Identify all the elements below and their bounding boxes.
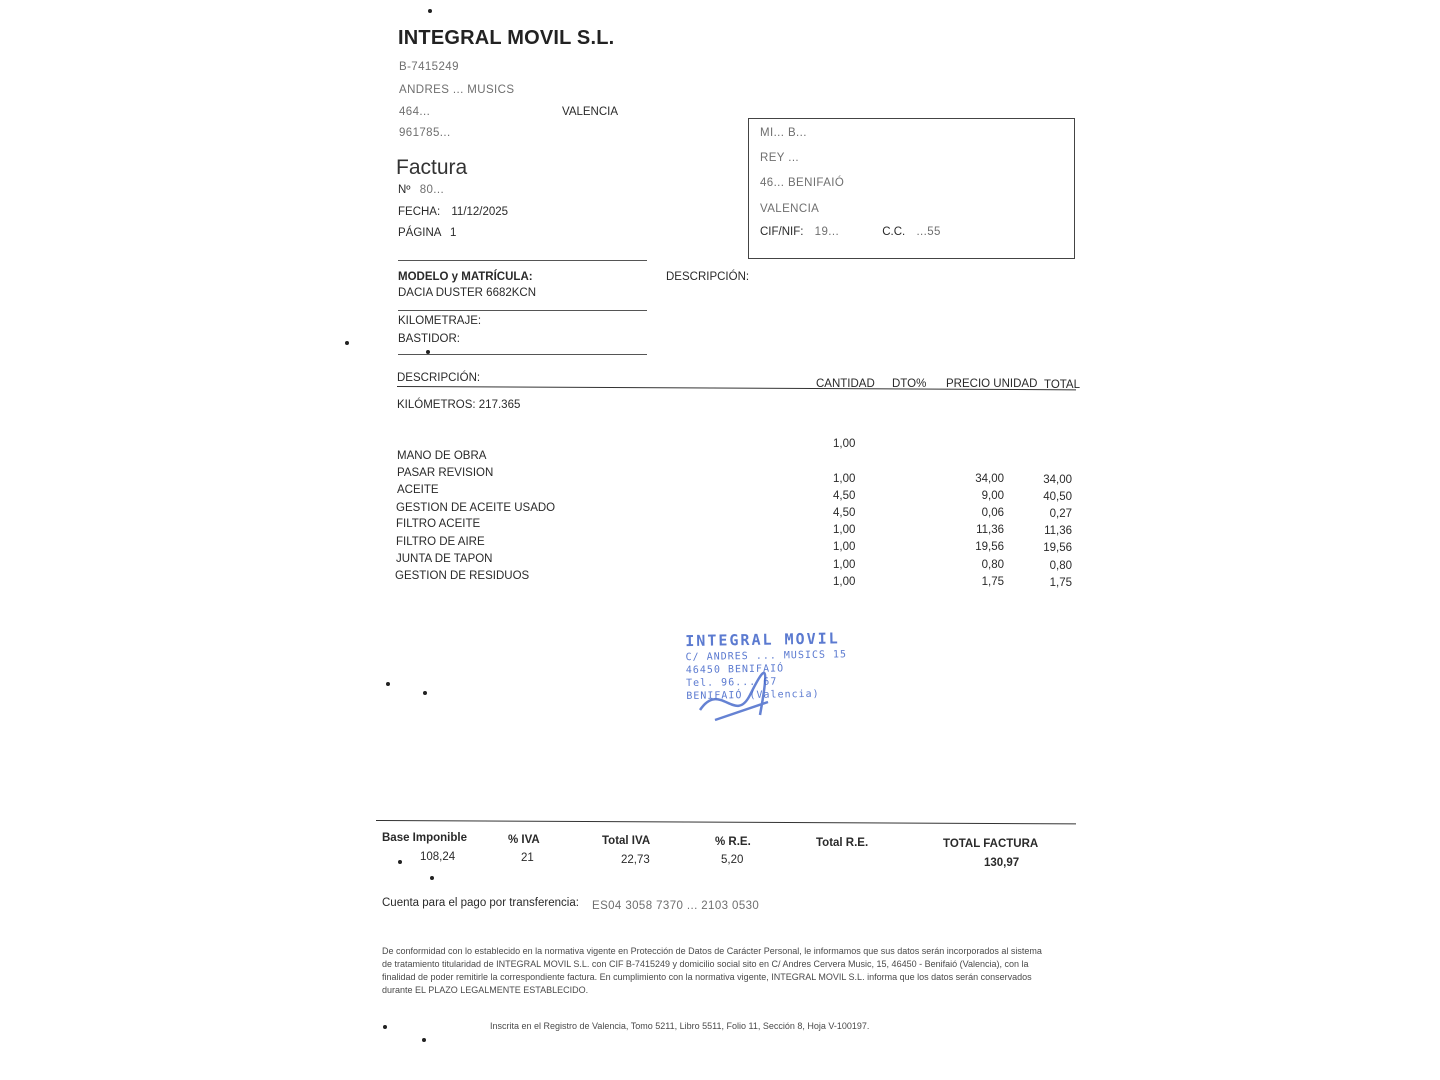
client-cif-row <box>760 226 941 238</box>
scan-speck <box>398 860 402 864</box>
issuer-cif: B-7415249 <box>399 61 459 73</box>
stamp-line: 46450 BENIFAIÓ <box>685 663 785 677</box>
issuer-postal: 464... <box>399 106 431 118</box>
line-item-description: GESTION DE RESIDUOS <box>395 570 530 582</box>
line-item-quantity: 4,50 <box>833 507 856 519</box>
client-address: REY ... <box>760 152 800 164</box>
invoice-title: Factura <box>396 156 468 179</box>
invoice-number-label: Nº <box>398 184 411 196</box>
iva-value: 21 <box>521 852 534 864</box>
line-item-total: 40,50 <box>1043 491 1072 503</box>
line-item-price: 9,00 <box>981 490 1004 502</box>
line-item-quantity: 1,00 <box>833 541 856 553</box>
base-label: Base Imponible <box>382 832 467 844</box>
scan-speck <box>345 341 349 345</box>
issuer-street: ANDRES ... MUSICS <box>399 84 515 96</box>
client-city: VALENCIA <box>760 203 820 215</box>
line-item-quantity: 1,00 <box>833 524 856 536</box>
re-value: 5,20 <box>721 854 744 866</box>
client-name: MI... B... <box>760 127 807 139</box>
client-cif-label: CIF/NIF: <box>760 226 804 238</box>
line-item-description: ACEITE <box>397 484 439 496</box>
line-item-total: 34,00 <box>1043 474 1072 486</box>
line-item-description: MANO DE OBRA <box>397 450 487 462</box>
line-item-price: 0,06 <box>981 507 1004 519</box>
stamp-line: INTEGRAL MOVIL <box>685 629 840 651</box>
vehicle-model: DACIA DUSTER 6682KCN <box>398 287 537 299</box>
line-item-quantity: 1,00 <box>833 576 856 588</box>
stamp-signature-icon <box>690 640 780 730</box>
line-item-total: 19,56 <box>1043 542 1072 554</box>
line-item-price: 0,80 <box>981 559 1004 571</box>
line-item-total: 11,36 <box>1044 525 1072 537</box>
line-item-total: 0,27 <box>1049 508 1072 520</box>
stamp-line: BENIFAIÓ (Valencia) <box>686 688 820 703</box>
line-item-price: 11,36 <box>976 524 1004 536</box>
total-invoice-value: 130,97 <box>984 857 1020 869</box>
line-item-price: 34,00 <box>975 473 1004 485</box>
total-iva-label: Total IVA <box>602 835 651 847</box>
lines-unit-price-header: PRECIO UNIDAD <box>946 378 1038 390</box>
invoice-date-row <box>398 206 508 218</box>
invoice-number-row <box>398 184 444 196</box>
standalone-quantity: 1,00 <box>833 438 856 450</box>
legal-notice: De conformidad con lo establecido en la normativa vigente en Protección de Datos de Carácter Personal, le informamos que sus datos serán incorporados al sistema de tratamiento titularidad de INTEGRAL MOVIL S.L. con CIF B-7415249 y domicilio social sito en C/ Andres Cervera Music, 15, 46450 - Benifaió (Valencia), con la finalidad de poder remitirle la correspondiente factura. En cumplimiento con la normativa vigente, INTEGRAL MOVIL S.L. informa que los datos serán conservados durante EL PLAZO LEGALMENTE ESTABLECIDO. <box>382 946 1042 995</box>
invoice-page: 1 <box>450 227 457 239</box>
divider <box>398 260 647 261</box>
client-cif: 19... <box>814 226 840 238</box>
line-item-price: 19,56 <box>975 541 1004 553</box>
scan-speck <box>423 691 427 695</box>
scan-speck <box>426 350 430 354</box>
scan-speck <box>422 1038 426 1042</box>
divider <box>398 354 647 355</box>
vehicle-description-label: DESCRIPCIÓN: <box>666 271 750 283</box>
line-item-quantity: 1,00 <box>833 559 856 571</box>
line-item-description: FILTRO ACEITE <box>396 518 481 530</box>
payment-label: Cuenta para el pago por transferencia: <box>382 897 579 909</box>
lines-quantity-header: CANTIDAD <box>816 378 875 390</box>
line-item-description: GESTION DE ACEITE USADO <box>396 502 556 514</box>
total-re-label: Total R.E. <box>816 837 869 849</box>
km-note: KILÓMETROS: 217.365 <box>397 399 521 411</box>
invoice-number: 80... <box>419 184 445 196</box>
lines-discount-header: DTO% <box>892 378 927 390</box>
invoice-date-label: FECHA: <box>398 206 441 218</box>
line-item-price: 1,75 <box>981 576 1004 588</box>
chassis-label: BASTIDOR: <box>398 333 460 345</box>
divider <box>398 310 647 311</box>
scan-speck <box>383 1025 387 1029</box>
base-value: 108,24 <box>420 851 456 863</box>
lines-total-header: TOTAL <box>1044 379 1080 391</box>
line-item-quantity: 1,00 <box>833 473 856 485</box>
total-iva-value: 22,73 <box>621 854 650 866</box>
stamp-line: Tel. 96... 67 <box>685 676 778 690</box>
client-postal: 46... BENIFAIÓ <box>760 177 845 189</box>
client-cc-label: C.C. <box>882 226 906 238</box>
invoice-date: 11/12/2025 <box>451 206 509 218</box>
stamp-line: C/ ANDRES ... MUSICS 15 <box>685 649 848 664</box>
line-item-description: JUNTA DE TAPON <box>396 553 493 565</box>
company-name: INTEGRAL MOVIL S.L. <box>398 27 615 49</box>
line-item-description: FILTRO DE AIRE <box>396 536 485 548</box>
issuer-phone: 961785... <box>399 127 451 139</box>
km-label: KILOMETRAJE: <box>398 315 482 327</box>
line-item-total: 0,80 <box>1049 560 1072 572</box>
invoice-page-row <box>398 227 456 239</box>
lines-description-header: DESCRIPCIÓN: <box>397 372 481 384</box>
registry-note: Inscrita en el Registro de Valencia, Tomo 5211, Libro 5511, Folio 11, Sección 8, Hoja V-100197. <box>490 1021 870 1031</box>
totals-rule <box>376 820 1076 824</box>
issuer-city: VALENCIA <box>562 106 619 118</box>
line-item-quantity: 4,50 <box>833 490 856 502</box>
invoice-page-label: PÁGINA <box>398 227 441 239</box>
scan-speck <box>386 682 390 686</box>
iva-label: % IVA <box>508 834 540 846</box>
scan-speck <box>428 9 432 13</box>
line-item-description: PASAR REVISION <box>397 467 494 479</box>
scan-speck <box>430 876 434 880</box>
payment-iban: ES04 3058 7370 ... 2103 0530 <box>592 900 760 912</box>
total-invoice-label: TOTAL FACTURA <box>943 838 1039 850</box>
re-label: % R.E. <box>715 836 751 848</box>
client-cc: ...55 <box>916 226 941 238</box>
model-label: MODELO y MATRÍCULA: <box>398 271 533 283</box>
line-item-total: 1,75 <box>1049 577 1072 589</box>
